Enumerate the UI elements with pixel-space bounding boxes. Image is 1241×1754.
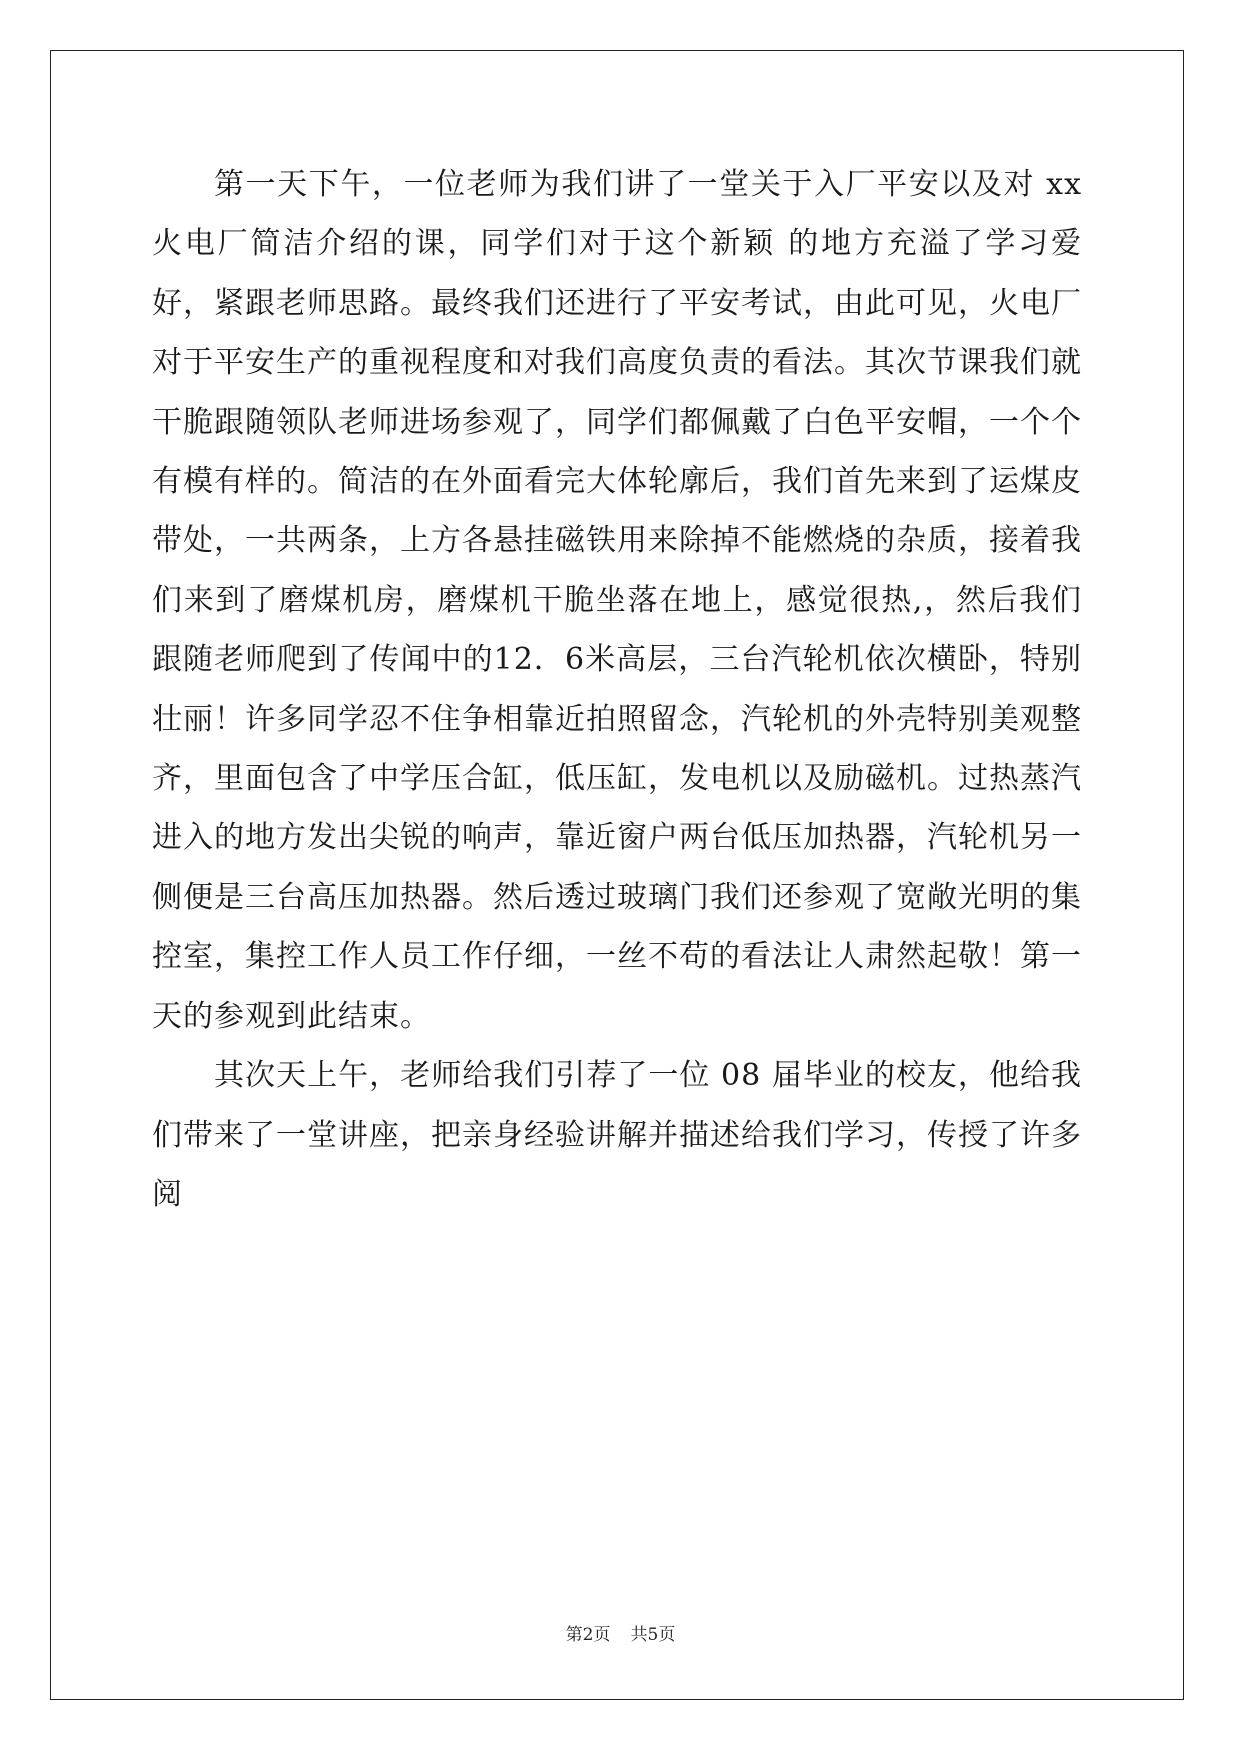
paragraph-1: 第一天下午，一位老师为我们讲了一堂关于入厂平安以及对 xx 火电厂简洁介绍的课，同学们对于这个新颖 的地方充溢了学习爱好，紧跟老师思路。最终我们还进行了平安考试，由此可见，火电厂对于平安生产的重视程度和对我们高度负责的看法。其次节课我们就干脆跟随领队老师进场参观了，同学们都佩戴了白色平安帽，一个个有模有样的。简洁的在外面看完大体轮廓后，我们首先来到了运煤皮带处，一共两条，上方各悬挂磁铁用来除掉不能燃烧的杂质，接着我们来到了磨煤机房，磨煤机干脆坐落在地上，感觉很热,，然后我们跟随老师爬到了传闻中的12．6米高层，三台汽轮机依次横卧，特别壮丽！许多同学忍不住争相靠近拍照留念，汽轮机的外壳特别美观整齐，里面包含了中学压合缸，低压缸，发电机以及励磁机。过热蒸汽进入的地方发出尖锐的响声，靠近窗户两台低压加热器，汽轮机另一侧便是三台高压加热器。然后透过玻璃门我们还参观了宽敞光明的集控室，集控工作人员工作仔细，一丝不苟的看法让人肃然起敬！第一天的参观到此结束。 [152,167,1082,1034]
page-number: 第2页 [565,1625,611,1645]
paragraph-2: 其次天上午，老师给我们引荐了一位 08 届毕业的校友，他给我们带来了一堂讲座，把亲身经验讲解并描述给我们学习，传授了许多阅 [152,1058,1082,1212]
document-body [152,155,1082,1224]
page-footer [0,1620,1241,1645]
page-total: 共5页 [630,1625,676,1645]
